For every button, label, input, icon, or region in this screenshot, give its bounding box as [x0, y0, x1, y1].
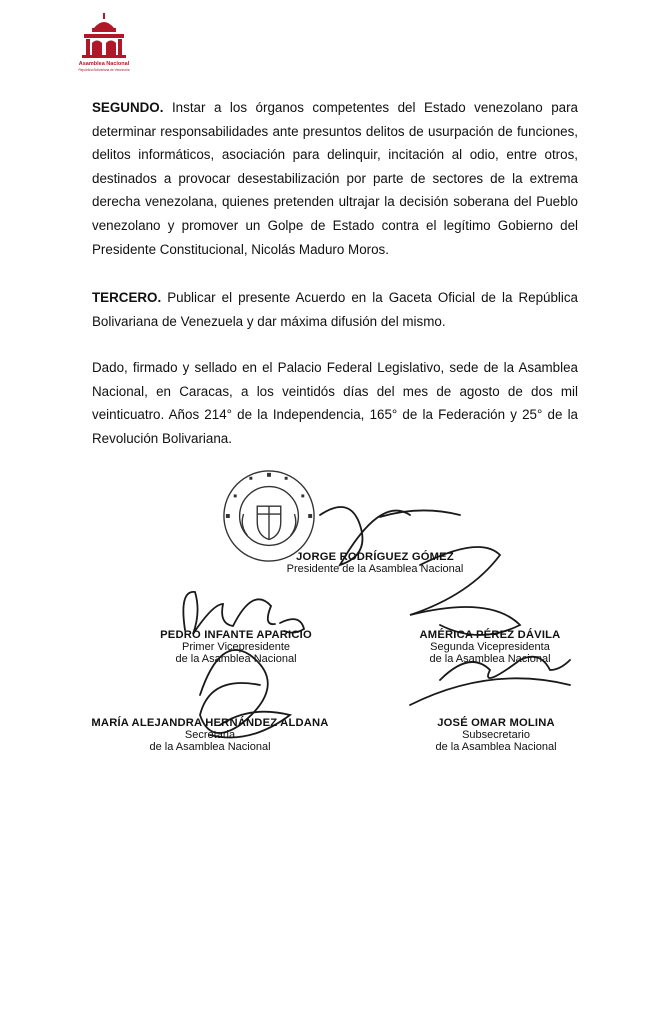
paragraph-tercero [92, 286, 578, 333]
signatory-name: JOSÉ OMAR MOLINA [437, 717, 555, 729]
signatory-name: PEDRO INFANTE APARICIO [160, 629, 312, 641]
signatory-role: de la Asamblea Nacional [435, 741, 557, 753]
paragraph-text: Dado, firmado y sellado en el Palacio Federal Legislativo, sede de la Asamblea Nacional, en Caracas, a los veintidós días del mes de agosto de dos mil veinticuatro. Años 214° de la Independencia, 165° de la Federación y 25° de la Revolución Bolivariana. [92, 360, 578, 446]
signatory-role: de la Asamblea Nacional [175, 653, 297, 665]
signatory-role: Secretaria [184, 729, 236, 741]
signatory-name: JORGE RODRÍGUEZ GÓMEZ [296, 551, 454, 563]
signatory-block-president [260, 551, 490, 575]
paragraph-dado-firmado [92, 356, 578, 450]
signatory-role: Presidente de la Asamblea Nacional [286, 563, 464, 575]
signatory-block-first-vp [126, 629, 346, 665]
signatory-role: Subsecretario [462, 729, 530, 741]
capitol-building-icon [78, 12, 130, 60]
paragraph-segundo [92, 96, 578, 261]
paragraph-lead: SEGUNDO. [92, 100, 164, 115]
paragraph-text: Publicar el presente Acuerdo en la Gaceta Oficial de la República Bolivariana de Venezuela y dar máxima difusión del mismo. [92, 290, 579, 329]
paragraph-lead: TERCERO. [92, 290, 162, 305]
signatory-role: de la Asamblea Nacional [429, 653, 551, 665]
signatory-name: MARÍA ALEJANDRA HERNÁNDEZ ALDANA [91, 717, 329, 729]
signatory-block-second-vp [390, 629, 590, 665]
signatory-role: Primer Vicepresidente [181, 641, 290, 653]
org-name: Asamblea Nacional [78, 61, 130, 67]
signatory-name: AMÉRICA PÉREZ DÁVILA [419, 629, 561, 641]
org-subtitle: República Bolivariana de Venezuela [78, 68, 130, 72]
signatory-block-subsecretary [396, 717, 596, 753]
signatory-role: Segunda Vicepresidenta [430, 641, 550, 653]
paragraph-text: Instar a los órganos competentes del Estado venezolano para determinar responsabilidades ante presuntos delitos de usurpación de funciones, delitos informáticos, asociación para delinquir, incitación al odio, entre otros, destinados a provocar desestabilización por parte de sectores de la extrema derecha venezolana, quienes pretenden ultrajar la decisión soberana del Pueblo venezolano y promover un Golpe de Estado contra el legítimo Gobierno del Presidente Constitucional, Nicolás Maduro Moros. [92, 100, 578, 257]
signatory-block-secretary [80, 717, 340, 753]
signature-section [80, 455, 600, 785]
signatory-role: de la Asamblea Nacional [149, 741, 271, 753]
asamblea-nacional-logo [78, 12, 130, 76]
